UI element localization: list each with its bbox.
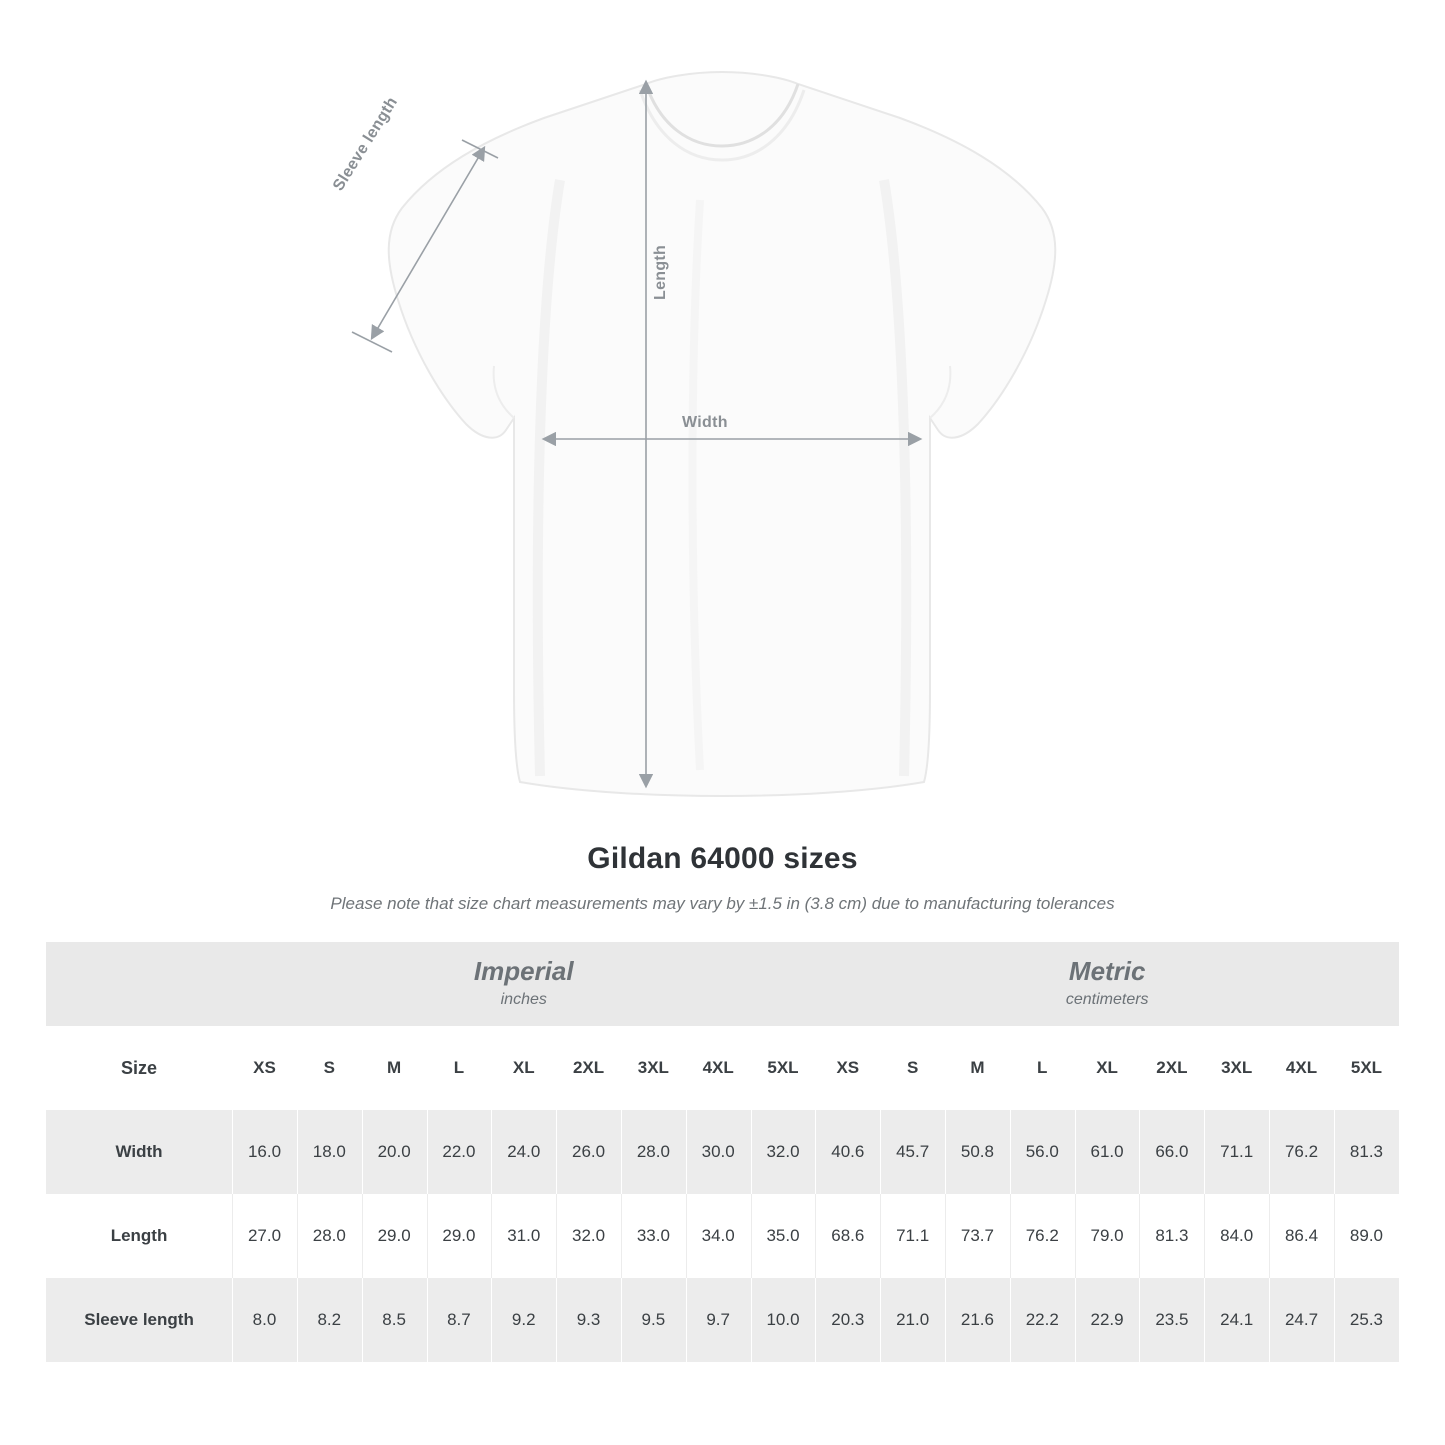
cell-sleeve-l-cm: 22.2 bbox=[1010, 1278, 1075, 1362]
header-size-m-cm: M bbox=[945, 1026, 1010, 1110]
header-size-xl-in: XL bbox=[491, 1026, 556, 1110]
cell-width-xs-in: 16.0 bbox=[232, 1110, 297, 1194]
header-size-4xl-cm: 4XL bbox=[1269, 1026, 1334, 1110]
cell-length-m-in: 29.0 bbox=[362, 1194, 427, 1278]
header-size-l-cm: L bbox=[1010, 1026, 1075, 1110]
cell-width-s-in: 18.0 bbox=[297, 1110, 362, 1194]
header-size: Size bbox=[46, 1026, 232, 1110]
row-label-length: Length bbox=[46, 1194, 232, 1278]
cell-sleeve-s-in: 8.2 bbox=[297, 1278, 362, 1362]
cell-length-l-in: 29.0 bbox=[427, 1194, 492, 1278]
cell-sleeve-5xl-in: 10.0 bbox=[751, 1278, 816, 1362]
page-title: Gildan 64000 sizes bbox=[587, 842, 858, 875]
row-label-sleeve-length: Sleeve length bbox=[46, 1278, 232, 1362]
cell-length-2xl-cm: 81.3 bbox=[1139, 1194, 1204, 1278]
cell-width-m-in: 20.0 bbox=[362, 1110, 427, 1194]
unit-group-imperial bbox=[232, 942, 815, 1026]
cell-sleeve-l-in: 8.7 bbox=[427, 1278, 492, 1362]
cell-sleeve-5xl-cm: 25.3 bbox=[1334, 1278, 1399, 1362]
cell-sleeve-2xl-in: 9.3 bbox=[556, 1278, 621, 1362]
unit-group-metric bbox=[815, 942, 1399, 1026]
unit-group-metric-unit: centimeters bbox=[1065, 991, 1149, 1009]
cell-width-s-cm: 45.7 bbox=[880, 1110, 945, 1194]
table-row-sleeve-length bbox=[46, 1278, 1399, 1362]
unit-spacer bbox=[46, 942, 232, 1026]
cell-sleeve-xl-in: 9.2 bbox=[491, 1278, 556, 1362]
cell-width-xl-cm: 61.0 bbox=[1075, 1110, 1140, 1194]
header-size-2xl-cm: 2XL bbox=[1139, 1026, 1204, 1110]
cell-length-5xl-cm: 89.0 bbox=[1334, 1194, 1399, 1278]
sleeve-length-label: Sleeve length bbox=[330, 94, 402, 195]
cell-sleeve-4xl-in: 9.7 bbox=[686, 1278, 751, 1362]
tolerance-note: Please note that size chart measurements may vary by ±1.5 in (3.8 cm) due to manufacturing tolerances bbox=[330, 894, 1115, 913]
row-label-width: Width bbox=[46, 1110, 232, 1194]
cell-sleeve-xs-cm: 20.3 bbox=[815, 1278, 880, 1362]
cell-sleeve-3xl-cm: 24.1 bbox=[1204, 1278, 1269, 1362]
cell-width-xl-in: 24.0 bbox=[491, 1110, 556, 1194]
cell-length-4xl-cm: 86.4 bbox=[1269, 1194, 1334, 1278]
header-size-5xl-cm: 5XL bbox=[1334, 1026, 1399, 1110]
cell-sleeve-2xl-cm: 23.5 bbox=[1139, 1278, 1204, 1362]
header-size-s-in: S bbox=[297, 1026, 362, 1110]
header-size-3xl-in: 3XL bbox=[621, 1026, 686, 1110]
header-size-4xl-in: 4XL bbox=[686, 1026, 751, 1110]
cell-width-3xl-cm: 71.1 bbox=[1204, 1110, 1269, 1194]
cell-length-3xl-cm: 84.0 bbox=[1204, 1194, 1269, 1278]
header-size-m-in: M bbox=[362, 1026, 427, 1110]
header-size-l-in: L bbox=[427, 1026, 492, 1110]
unit-group-imperial-unit: inches bbox=[500, 991, 547, 1009]
cell-sleeve-xs-in: 8.0 bbox=[232, 1278, 297, 1362]
cell-length-xs-in: 27.0 bbox=[232, 1194, 297, 1278]
header-size-5xl-in: 5XL bbox=[751, 1026, 816, 1110]
cell-width-m-cm: 50.8 bbox=[945, 1110, 1010, 1194]
size-table-wrap bbox=[46, 942, 1399, 1362]
unit-group-metric-name: Metric bbox=[1068, 955, 1146, 986]
cell-sleeve-xl-cm: 22.9 bbox=[1075, 1278, 1140, 1362]
unit-group-imperial-name: Imperial bbox=[473, 955, 574, 986]
cell-length-4xl-in: 34.0 bbox=[686, 1194, 751, 1278]
cell-width-l-cm: 56.0 bbox=[1010, 1110, 1075, 1194]
cell-sleeve-3xl-in: 9.5 bbox=[621, 1278, 686, 1362]
header-size-s-cm: S bbox=[880, 1026, 945, 1110]
cell-width-5xl-cm: 81.3 bbox=[1334, 1110, 1399, 1194]
cell-width-3xl-in: 28.0 bbox=[621, 1110, 686, 1194]
cell-width-5xl-in: 32.0 bbox=[751, 1110, 816, 1194]
cell-width-2xl-cm: 66.0 bbox=[1139, 1110, 1204, 1194]
header-size-xs-cm: XS bbox=[815, 1026, 880, 1110]
cell-length-2xl-in: 32.0 bbox=[556, 1194, 621, 1278]
cell-width-4xl-in: 30.0 bbox=[686, 1110, 751, 1194]
header-size-xs-in: XS bbox=[232, 1026, 297, 1110]
unit-group-row bbox=[46, 942, 1399, 1026]
width-label: Width bbox=[682, 414, 728, 431]
cell-width-2xl-in: 26.0 bbox=[556, 1110, 621, 1194]
cell-length-5xl-in: 35.0 bbox=[751, 1194, 816, 1278]
length-label: Length bbox=[652, 244, 669, 300]
cell-width-4xl-cm: 76.2 bbox=[1269, 1110, 1334, 1194]
cell-length-m-cm: 73.7 bbox=[945, 1194, 1010, 1278]
cell-width-l-in: 22.0 bbox=[427, 1110, 492, 1194]
table-row-length bbox=[46, 1194, 1399, 1278]
header-size-xl-cm: XL bbox=[1075, 1026, 1140, 1110]
header-size-3xl-cm: 3XL bbox=[1204, 1026, 1269, 1110]
cell-sleeve-m-in: 8.5 bbox=[362, 1278, 427, 1362]
cell-length-l-cm: 76.2 bbox=[1010, 1194, 1075, 1278]
cell-length-s-cm: 71.1 bbox=[880, 1194, 945, 1278]
cell-width-xs-cm: 40.6 bbox=[815, 1110, 880, 1194]
cell-length-xl-in: 31.0 bbox=[491, 1194, 556, 1278]
cell-sleeve-s-cm: 21.0 bbox=[880, 1278, 945, 1362]
table-header-row bbox=[46, 1026, 1399, 1110]
cell-sleeve-4xl-cm: 24.7 bbox=[1269, 1278, 1334, 1362]
cell-length-xs-cm: 68.6 bbox=[815, 1194, 880, 1278]
cell-length-3xl-in: 33.0 bbox=[621, 1194, 686, 1278]
cell-length-s-in: 28.0 bbox=[297, 1194, 362, 1278]
header-size-2xl-in: 2XL bbox=[556, 1026, 621, 1110]
table-row-width bbox=[46, 1110, 1399, 1194]
cell-sleeve-m-cm: 21.6 bbox=[945, 1278, 1010, 1362]
cell-length-xl-cm: 79.0 bbox=[1075, 1194, 1140, 1278]
size-table bbox=[46, 942, 1399, 1362]
